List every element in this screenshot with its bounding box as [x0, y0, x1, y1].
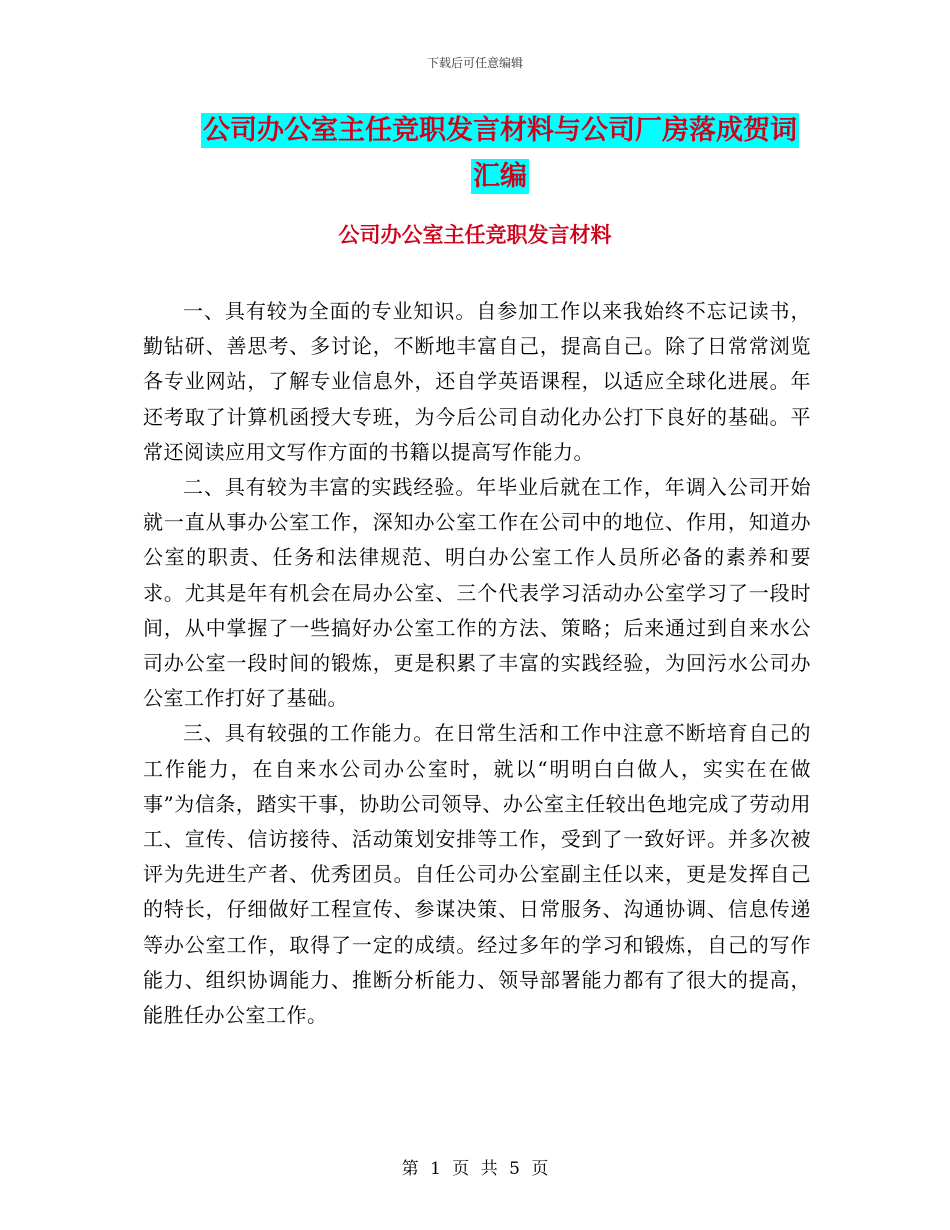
paragraph-3: 三、具有较强的工作能力。在日常生活和工作中注意不断培育自己的工作能力，在自来水公司办公室时，就以“明明白白做人，实实在在做事”为信条，踏实干事，协助公司领导、办公室主任较出色地完成了劳动用工、宣传、信访接待、活动策划安排等工作，受到了一致好评。并多次被评为先进生产者、优秀团员。自任公司办公室副主任以来，更是发挥自己的特长，仔细做好工程宣传、参谋决策、日常服务、沟通协调、信息传递等办公室工作，取得了一定的成绩。经过多年的学习和锻炼，自己的写作能力、组织协调能力、推断分析能力、领导部署能力都有了很大的提高，能胜任办公室工作。 — [143, 721, 811, 1028]
page-footer: 第 1 页 共 5 页 — [401, 1159, 549, 1179]
section-title: 公司办公室主任竞职发言材料 — [338, 223, 612, 247]
page-header-note: 下载后可任意编辑 — [426, 56, 523, 70]
document-title — [190, 108, 810, 200]
paragraph-2: 二、具有较为丰富的实践经验。年毕业后就在工作，年调入公司开始就一直从事办公室工作，深知办公室工作在公司中的地位、作用，知道办公室的职责、任务和法律规范、明白办公室工作人员所必备的素养和要求。尤其是年有机会在局办公室、三个代表学习活动办公室学习了一段时间，从中掌握了一些搞好办公室工作的方法、策略；后来通过到自来水公司办公室一段时间的锻炼，更是积累了丰富的实践经验，为回污水公司办公室工作打好了基础。 — [143, 475, 811, 711]
paragraph-1: 一、具有较为全面的专业知识。自参加工作以来我始终不忘记读书，勤钻研、善思考、多讨论，不断地丰富自己，提高自己。除了日常常浏览各专业网站，了解专业信息外，还自学英语课程，以适应全球化进展。年还考取了计算机函授大专班，为今后公司自动化办公打下良好的基础。平常还阅读应用文写作方面的书籍以提高写作能力。 — [143, 299, 811, 464]
document-body — [143, 294, 811, 1033]
document-title-text: 公司办公室主任竞职发言材料与公司厂房落成贺词汇编 — [203, 115, 797, 192]
